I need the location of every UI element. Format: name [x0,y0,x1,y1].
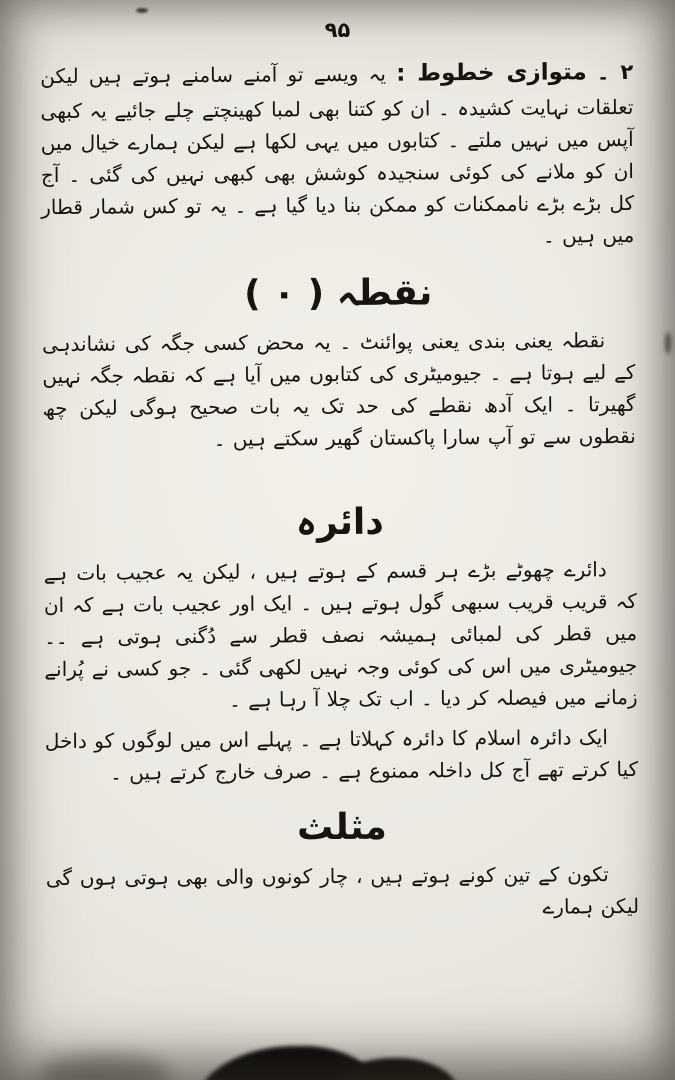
scan-artifact-blotch [40,1054,170,1080]
heading-nuqta: نقطہ ( ۰ ) [244,272,433,315]
item-numeral: ۲ ۔ [596,59,634,85]
page-number: ۹۵ [324,18,351,42]
paragraph-nuqta: نقطہ یعنی بندی یعنی پوائنٹ ۔ یہ محض کسی جگہ کی نشاندہی کے لیے ہوتا ہے ۔ جیومیٹری کی کتابوں میں آیا ہے کہ نقطہ جگہ نہیں گھیرتا ۔ ایک آدھ نقطے کی حد تک یہ بات صحیح ہوگی لیکن چھ نقطوں سے تو آپ سارا پاکستان گھیر سکتے ہیں ۔ [42,327,636,451]
heading-musallas: مثلث [296,806,388,849]
heading-daira: دائرہ [295,501,384,544]
paragraph-daira-1: دائرے چھوٹے بڑے ہر قسم کے ہوتے ہیں ، لیکن یہ عجیب بات ہے کہ قریب قریب سبھی گول ہوتے ہیں ۔ ایک اور عجیب بات ہے کہ ان میں قطر کی لمبائی ہمیشہ نصف قطر سے دُگنی ہوتی ہے ۔۔ جیومیٹری میں اس کی کوئی وجہ نہیں لکھی گئی ۔ جو کسی نے پُرانے زمانے میں فیصلہ کر دیا ۔ اب تک چلا آ رہا ہے ۔ [43,556,638,712]
paragraph-text: یہ ویسے تو آمنے سامنے ہوتے ہیں لیکن تعلقات نہایت کشیدہ ۔ ان کو کتنا بھی لمبا کھینچتے چلے جائیے یہ کبھی آپس میں نہیں ملتے ۔ کتابوں میں یہی لکھا ہے لیکن ہمارے خیال میں ان کو ملانے کی کوئی سنجیدہ کوشش بھی کبھی نہیں کی گئی ۔ آج کل بڑے بڑے ناممکنات کو ممکن بنا دیا گیا ہے ۔ یہ تو کس شمار قطار میں ہیں ۔ [40,61,635,248]
scan-artifact-bottom-blob-2 [330,1058,460,1080]
page-content [0,40,675,926]
paragraph-musallas: تکون کے تین کونے ہوتے ہیں ، چار کونوں والی بھی ہوتی ہوں گی لیکن ہمارے [45,861,640,919]
term-parallel-lines: متوازی خطوط : [396,59,587,87]
scan-artifact-bottom-blob [196,1046,386,1080]
paragraph-parallel-lines [40,54,634,255]
paragraph-daira-2: ایک دائرہ اسلام کا دائرہ کہلاتا ہے ۔ پہلے اس میں لوگوں کو داخل کیا کرتے تھے آج کل داخلہ ممنوع ہے ۔ صرف خارج کرتے ہیں ۔ [44,724,639,785]
